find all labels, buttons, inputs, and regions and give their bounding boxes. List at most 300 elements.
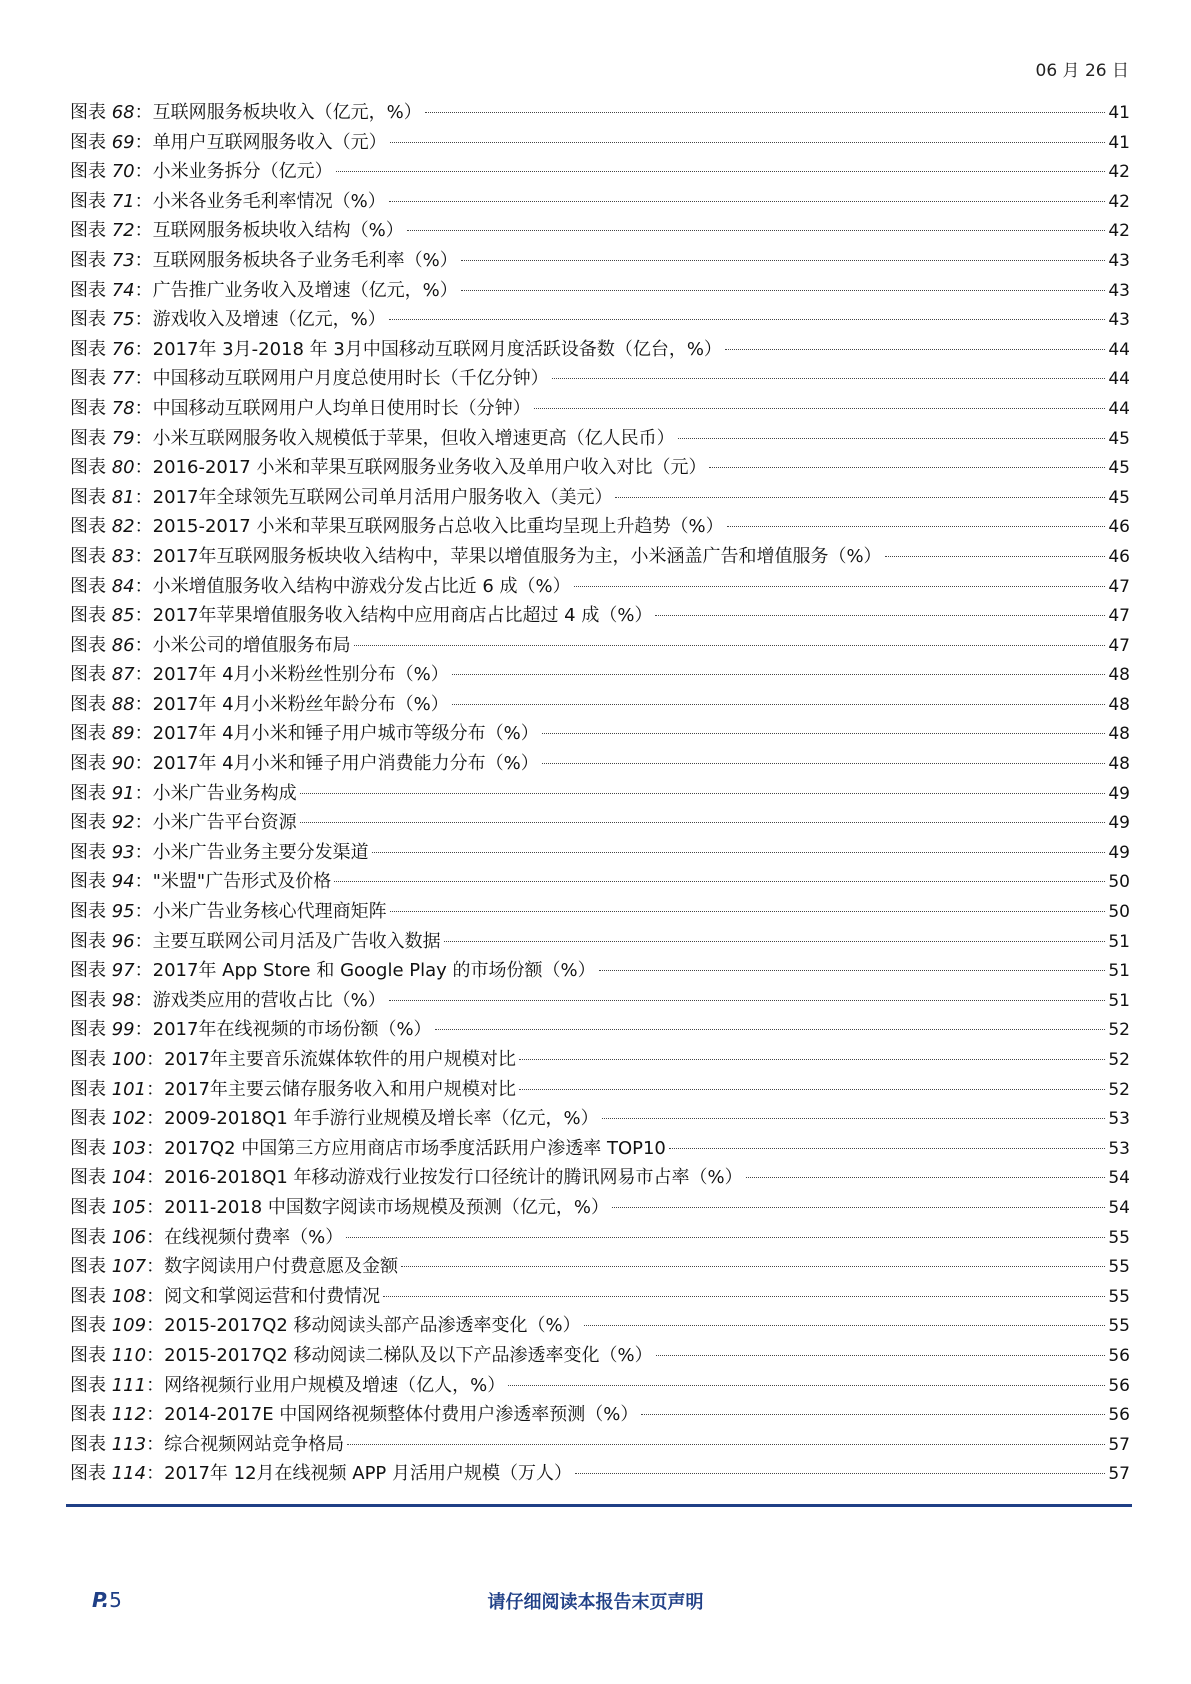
figure-label: 图表 105： xyxy=(70,1196,165,1218)
figure-label: 图表 75： xyxy=(70,309,153,331)
figure-label-word: 图表 xyxy=(70,1344,106,1366)
figure-number: 111 xyxy=(111,1374,147,1396)
toc-entry[interactable] xyxy=(70,483,1130,513)
figure-page-number: 50 xyxy=(1108,872,1130,893)
dot-leader xyxy=(461,290,1106,291)
toc-entry[interactable] xyxy=(70,424,1130,454)
toc-entry[interactable] xyxy=(70,128,1130,158)
disclaimer-note: 请仔细阅读本报告末页声明 xyxy=(487,1592,704,1613)
figure-number: 79 xyxy=(111,427,135,449)
toc-entry[interactable] xyxy=(70,1430,1130,1460)
figure-label: 图表 69： xyxy=(70,131,153,153)
figure-label: 图表 90： xyxy=(70,753,153,775)
dot-leader xyxy=(300,793,1106,794)
toc-entry[interactable] xyxy=(70,838,1130,868)
figure-number: 100 xyxy=(111,1049,147,1070)
figure-page-number: 55 xyxy=(1108,1286,1130,1307)
figure-label: 图表 92： xyxy=(70,812,153,834)
figure-label-word: 图表 xyxy=(70,1137,106,1159)
dot-leader xyxy=(390,142,1106,143)
dot-leader xyxy=(372,852,1106,853)
figure-title: 2014-2017E 中国网络视频整体付费用户渗透率预测（%） xyxy=(164,1404,639,1426)
figure-label: 图表 68： xyxy=(70,102,153,123)
figure-label: 图表 95： xyxy=(70,901,153,923)
figure-label-word: 图表 xyxy=(70,1285,106,1307)
figure-title: 互联网服务板块各子业务毛利率（%） xyxy=(152,249,458,271)
figure-title: 互联网服务板块收入（亿元，%） xyxy=(152,102,422,123)
figure-label-word: 图表 xyxy=(70,1256,106,1278)
figure-label: 图表 74： xyxy=(70,279,153,301)
dot-leader xyxy=(452,674,1106,675)
figure-title: 2009-2018Q1 年手游行业规模及增长率（亿元，%） xyxy=(164,1108,599,1130)
figure-label: 图表 88： xyxy=(70,693,153,715)
figure-label: 图表 97： xyxy=(70,960,153,982)
figure-page-number: 54 xyxy=(1108,1197,1130,1218)
figure-label-word: 图表 xyxy=(70,457,106,479)
figure-number: 97 xyxy=(111,960,135,982)
figure-title: 互联网服务板块收入结构（%） xyxy=(152,220,404,242)
dot-leader xyxy=(425,112,1106,113)
toc-entry[interactable] xyxy=(70,808,1130,838)
dot-leader xyxy=(389,319,1106,320)
figure-label: 图表 77： xyxy=(70,368,153,390)
figure-number: 84 xyxy=(111,575,135,597)
figure-number: 77 xyxy=(111,368,135,390)
figure-number: 94 xyxy=(111,871,135,893)
dot-leader xyxy=(435,1029,1106,1030)
figure-title: 2017年在线视频的市场份额（%） xyxy=(152,1019,432,1041)
toc-entry[interactable] xyxy=(70,1371,1130,1401)
figure-number: 76 xyxy=(111,338,135,360)
figure-number: 112 xyxy=(111,1404,147,1426)
figure-page-number: 53 xyxy=(1108,1138,1130,1159)
dot-leader xyxy=(725,349,1105,350)
figure-label: 图表 86： xyxy=(70,634,153,656)
figure-number: 75 xyxy=(111,309,135,331)
figure-page-number: 51 xyxy=(1108,931,1130,952)
figure-number: 78 xyxy=(111,397,135,419)
figure-page-number: 53 xyxy=(1108,1109,1130,1130)
figure-page-number: 48 xyxy=(1108,694,1130,715)
figure-page-number: 44 xyxy=(1108,369,1130,390)
figure-title: 2017年 App Store 和 Google Play 的市场份额（%） xyxy=(152,960,596,982)
figure-number: 92 xyxy=(111,812,135,834)
figure-number: 82 xyxy=(111,516,135,538)
figure-label-word: 图表 xyxy=(70,664,106,686)
figure-label: 图表 109： xyxy=(70,1315,165,1337)
figure-number: 80 xyxy=(111,457,135,479)
figure-title: 小米各业务毛利率情况（%） xyxy=(152,190,386,212)
figure-label-word: 图表 xyxy=(70,161,106,183)
toc-entry[interactable] xyxy=(70,1400,1130,1430)
figure-label: 图表 72： xyxy=(70,220,153,242)
figure-label: 图表 79： xyxy=(70,427,153,449)
footer-divider xyxy=(66,1504,1132,1507)
figure-number: 85 xyxy=(111,605,135,627)
dot-leader xyxy=(678,438,1106,439)
figure-page-number: 44 xyxy=(1108,398,1130,419)
toc-entry[interactable] xyxy=(70,1223,1130,1253)
figure-page-number: 55 xyxy=(1108,1316,1130,1337)
figure-title: 小米广告平台资源 xyxy=(152,812,297,834)
figure-label-word: 图表 xyxy=(70,279,106,301)
figure-label-word: 图表 xyxy=(70,1226,106,1248)
dot-leader xyxy=(336,171,1106,172)
toc-entry[interactable] xyxy=(70,1459,1130,1489)
figure-page-number: 42 xyxy=(1108,162,1130,183)
figure-label: 图表 93： xyxy=(70,841,153,863)
figure-title: 2017年互联网服务板块收入结构中，苹果以增值服务为主，小米涵盖广告和增值服务（%） xyxy=(152,545,882,567)
figure-number: 105 xyxy=(111,1196,147,1218)
toc-entry[interactable] xyxy=(70,305,1130,335)
figure-label-word: 图表 xyxy=(70,486,106,508)
figure-number: 110 xyxy=(111,1344,147,1366)
figure-page-number: 48 xyxy=(1108,665,1130,686)
dot-leader xyxy=(383,1296,1105,1297)
toc-entry[interactable] xyxy=(70,897,1130,927)
figure-label: 图表 100： xyxy=(70,1049,165,1070)
figure-label: 图表 73： xyxy=(70,249,153,271)
figure-page-number: 55 xyxy=(1108,1227,1130,1248)
dot-leader xyxy=(300,822,1106,823)
dot-leader xyxy=(574,586,1106,587)
toc-entry[interactable] xyxy=(70,1193,1130,1223)
figure-label-word: 图表 xyxy=(70,427,106,449)
figure-label-word: 图表 xyxy=(70,901,106,923)
figure-number: 95 xyxy=(111,901,135,923)
figure-label: 图表 114： xyxy=(70,1463,165,1485)
figure-page-number: 52 xyxy=(1108,1050,1130,1070)
figure-label-word: 图表 xyxy=(70,397,106,419)
figure-label: 图表 107： xyxy=(70,1256,165,1278)
figure-label-word: 图表 xyxy=(70,575,106,597)
toc-entry[interactable] xyxy=(70,542,1130,572)
figure-title: 小米业务拆分（亿元） xyxy=(152,161,333,183)
figure-page-number: 49 xyxy=(1108,783,1130,804)
dot-leader xyxy=(599,970,1106,971)
figure-label-word: 图表 xyxy=(70,634,106,656)
figure-number: 99 xyxy=(111,1019,135,1041)
figure-label-word: 图表 xyxy=(70,1463,106,1485)
toc-entry[interactable] xyxy=(70,216,1130,246)
figure-label-word: 图表 xyxy=(70,1433,106,1455)
figure-page-number: 57 xyxy=(1108,1434,1130,1455)
figure-label-word: 图表 xyxy=(70,368,106,390)
figure-page-number: 56 xyxy=(1108,1375,1130,1396)
figure-label-word: 图表 xyxy=(70,249,106,271)
figure-label-word: 图表 xyxy=(70,131,106,153)
figure-title: 主要互联网公司月活及广告收入数据 xyxy=(152,930,441,952)
figure-page-number: 47 xyxy=(1108,576,1130,597)
figure-number: 72 xyxy=(111,220,135,242)
figure-number: 83 xyxy=(111,545,135,567)
figure-title: 网络视频行业用户规模及增速（亿人，%） xyxy=(164,1374,506,1396)
figure-label-word: 图表 xyxy=(70,545,106,567)
figure-label: 图表 108： xyxy=(70,1285,165,1307)
figure-number: 114 xyxy=(111,1463,147,1485)
figure-label-word: 图表 xyxy=(70,723,106,745)
figure-label: 图表 85： xyxy=(70,605,153,627)
dot-leader xyxy=(452,704,1106,705)
dot-leader xyxy=(709,467,1105,468)
figure-label: 图表 78： xyxy=(70,397,153,419)
figure-number: 108 xyxy=(111,1285,147,1307)
toc-entry[interactable] xyxy=(70,690,1130,720)
toc-entry[interactable] xyxy=(70,187,1130,217)
figure-page-number: 46 xyxy=(1108,546,1130,567)
dot-leader xyxy=(584,1325,1106,1326)
figure-label: 图表 70： xyxy=(70,161,153,183)
figure-title: 2017年 4月小米和锤子用户消费能力分布（%） xyxy=(152,753,539,775)
figure-number: 96 xyxy=(111,930,135,952)
dot-leader xyxy=(346,1237,1105,1238)
figure-label: 图表 98： xyxy=(70,989,153,1011)
figure-page-number: 54 xyxy=(1108,1168,1130,1189)
figure-number: 68 xyxy=(111,102,135,123)
figure-number: 91 xyxy=(111,782,135,804)
figure-title: 2015-2017Q2 移动阅读头部产品渗透率变化（%） xyxy=(164,1315,581,1337)
figure-page-number: 47 xyxy=(1108,606,1130,627)
toc-entry[interactable] xyxy=(70,631,1130,661)
toc-entry[interactable] xyxy=(70,1134,1130,1164)
figure-page-number: 56 xyxy=(1108,1345,1130,1366)
figure-number: 113 xyxy=(111,1433,147,1455)
figure-title: 广告推广业务收入及增速（亿元，%） xyxy=(152,279,458,301)
figure-number: 69 xyxy=(111,131,135,153)
toc-entry[interactable] xyxy=(70,1015,1130,1045)
figure-label: 图表 94： xyxy=(70,871,153,893)
figure-title: 2017年主要音乐流媒体软件的用户规模对比 xyxy=(164,1049,516,1070)
figure-page-number: 42 xyxy=(1108,191,1130,212)
dot-leader xyxy=(401,1266,1105,1267)
figure-number: 70 xyxy=(111,161,135,183)
figure-number: 73 xyxy=(111,249,135,271)
figure-number: 71 xyxy=(111,190,135,212)
dot-leader xyxy=(885,556,1106,557)
figure-page-number: 57 xyxy=(1108,1464,1130,1485)
figure-number: 103 xyxy=(111,1137,147,1159)
figure-label-word: 图表 xyxy=(70,102,106,123)
figure-label-word: 图表 xyxy=(70,1167,106,1189)
figure-number: 101 xyxy=(111,1078,147,1100)
figure-label: 图表 101： xyxy=(70,1078,165,1100)
dot-leader xyxy=(602,1118,1106,1119)
figure-number: 102 xyxy=(111,1108,147,1130)
figure-title: 2017年主要云储存服务收入和用户规模对比 xyxy=(164,1078,516,1100)
figure-page-number: 45 xyxy=(1108,458,1130,479)
toc-entry[interactable] xyxy=(70,719,1130,749)
dot-leader xyxy=(444,941,1106,942)
figure-page-number: 49 xyxy=(1108,813,1130,834)
toc-entry[interactable] xyxy=(70,1104,1130,1134)
figure-title: "米盟"广告形式及价格 xyxy=(152,871,332,893)
figure-label-word: 图表 xyxy=(70,190,106,212)
toc-entry[interactable] xyxy=(70,512,1130,542)
figure-page-number: 41 xyxy=(1108,132,1130,153)
dot-leader xyxy=(669,1148,1105,1149)
figure-number: 87 xyxy=(111,664,135,686)
figure-title: 小米广告业务核心代理商矩阵 xyxy=(152,901,387,923)
figure-title: 2016-2018Q1 年移动游戏行业按发行口径统计的腾讯网易市占率（%） xyxy=(164,1167,743,1189)
figure-label: 图表 89： xyxy=(70,723,153,745)
figure-label: 图表 83： xyxy=(70,545,153,567)
figure-number: 81 xyxy=(111,486,135,508)
figure-label-word: 图表 xyxy=(70,1049,106,1070)
toc-entry[interactable] xyxy=(70,1045,1130,1075)
figure-title: 2017Q2 中国第三方应用商店市场季度活跃用户渗透率 TOP10 xyxy=(164,1137,666,1159)
toc-entry[interactable] xyxy=(70,453,1130,483)
dot-leader xyxy=(334,881,1105,882)
toc-entry[interactable] xyxy=(70,98,1130,128)
figure-page-number: 43 xyxy=(1108,280,1130,301)
figure-label: 图表 80： xyxy=(70,457,153,479)
figure-title: 2015-2017Q2 移动阅读二梯队及以下产品渗透率变化（%） xyxy=(164,1344,653,1366)
page-number-value: 5 xyxy=(109,1588,122,1612)
figure-label: 图表 91： xyxy=(70,782,153,804)
figure-page-number: 43 xyxy=(1108,250,1130,271)
toc-entry[interactable] xyxy=(70,867,1130,897)
dot-leader xyxy=(389,1000,1106,1001)
dot-leader xyxy=(519,1059,1105,1060)
figure-number: 109 xyxy=(111,1315,147,1337)
dot-leader xyxy=(542,733,1106,734)
figure-title: 2011-2018 中国数字阅读市场规模及预测（亿元，%） xyxy=(164,1196,610,1218)
figure-page-number: 56 xyxy=(1108,1405,1130,1426)
figure-number: 89 xyxy=(111,723,135,745)
toc-entry[interactable] xyxy=(70,1311,1130,1341)
dot-leader xyxy=(746,1177,1106,1178)
figure-label: 图表 113： xyxy=(70,1433,165,1455)
figure-number: 98 xyxy=(111,989,135,1011)
figure-title: 2017年 4月小米粉丝年龄分布（%） xyxy=(152,693,449,715)
report-date: 06 月 26 日 xyxy=(1035,61,1129,81)
figure-label-word: 图表 xyxy=(70,1078,106,1100)
toc-entry[interactable] xyxy=(70,927,1130,957)
dot-leader xyxy=(615,497,1105,498)
figure-label-word: 图表 xyxy=(70,812,106,834)
figure-title: 小米广告业务构成 xyxy=(152,782,297,804)
figure-title: 2017年苹果增值服务收入结构中应用商店占比超过 4 成（%） xyxy=(152,605,653,627)
figure-page-number: 55 xyxy=(1108,1257,1130,1278)
figure-label: 图表 99： xyxy=(70,1019,153,1041)
figure-label: 图表 96： xyxy=(70,930,153,952)
toc-entry[interactable] xyxy=(70,572,1130,602)
figure-label-word: 图表 xyxy=(70,782,106,804)
toc-entry[interactable] xyxy=(70,601,1130,631)
dot-leader xyxy=(347,1444,1105,1445)
toc-entry[interactable] xyxy=(70,1075,1130,1105)
figure-number: 93 xyxy=(111,841,135,863)
figure-label-word: 图表 xyxy=(70,1108,106,1130)
toc-entry[interactable] xyxy=(70,660,1130,690)
page-number-prefix: P. xyxy=(92,1588,110,1612)
dot-leader xyxy=(461,260,1106,261)
toc-entry[interactable] xyxy=(70,986,1130,1016)
dot-leader xyxy=(727,526,1106,527)
toc-entry[interactable] xyxy=(70,956,1130,986)
toc-entry[interactable] xyxy=(70,276,1130,306)
figure-title: 中国移动互联网用户人均单日使用时长（分钟） xyxy=(152,397,531,419)
dot-leader xyxy=(542,763,1106,764)
figure-title: 小米公司的增值服务布局 xyxy=(152,634,351,656)
figure-page-number: 41 xyxy=(1108,103,1130,123)
figure-label: 图表 81： xyxy=(70,486,153,508)
figure-title: 小米广告业务主要分发渠道 xyxy=(152,841,369,863)
figure-title: 游戏收入及增速（亿元，%） xyxy=(152,309,386,331)
toc-entry[interactable] xyxy=(70,335,1130,365)
figure-label: 图表 106： xyxy=(70,1226,165,1248)
figure-page-number: 48 xyxy=(1108,754,1130,775)
toc-entry[interactable] xyxy=(70,157,1130,187)
toc-entry[interactable] xyxy=(70,1252,1130,1282)
toc-entry[interactable] xyxy=(70,364,1130,394)
figure-label: 图表 111： xyxy=(70,1374,165,1396)
figure-title: 2017年全球领先互联网公司单月活用户服务收入（美元） xyxy=(152,486,613,508)
dot-leader xyxy=(519,1089,1105,1090)
figure-label-word: 图表 xyxy=(70,841,106,863)
figure-page-number: 49 xyxy=(1108,842,1130,863)
figure-page-number: 52 xyxy=(1108,1079,1130,1100)
toc-entry[interactable] xyxy=(70,394,1130,424)
figure-label: 图表 102： xyxy=(70,1108,165,1130)
figure-title: 小米互联网服务收入规模低于苹果，但收入增速更高（亿人民币） xyxy=(152,427,675,449)
figure-number: 88 xyxy=(111,693,135,715)
figure-title: 中国移动互联网用户月度总使用时长（千亿分钟） xyxy=(152,368,549,390)
figure-label-word: 图表 xyxy=(70,309,106,331)
figure-label: 图表 82： xyxy=(70,516,153,538)
figure-number: 104 xyxy=(111,1167,147,1189)
figure-title: 游戏类应用的营收占比（%） xyxy=(152,989,386,1011)
figure-number: 106 xyxy=(111,1226,147,1248)
figure-page-number: 44 xyxy=(1108,339,1130,360)
figure-label-word: 图表 xyxy=(70,1315,106,1337)
toc-entry[interactable] xyxy=(70,1341,1130,1371)
figure-title: 2017年 3月-2018 年 3月中国移动互联网月度活跃设备数（亿台，%） xyxy=(152,338,722,360)
figure-page-number: 48 xyxy=(1108,724,1130,745)
figure-label-word: 图表 xyxy=(70,1374,106,1396)
figure-label-word: 图表 xyxy=(70,693,106,715)
figure-page-number: 47 xyxy=(1108,635,1130,656)
toc-entry[interactable] xyxy=(70,779,1130,809)
figure-title: 2017年 12月在线视频 APP 月活用户规模（万人） xyxy=(164,1463,572,1485)
figure-label: 图表 110： xyxy=(70,1344,165,1366)
figure-title: 在线视频付费率（%） xyxy=(164,1226,344,1248)
figure-title: 数字阅读用户付费意愿及金额 xyxy=(164,1256,399,1278)
figure-number: 107 xyxy=(111,1256,147,1278)
toc-entry[interactable] xyxy=(70,1163,1130,1193)
figure-label-word: 图表 xyxy=(70,1404,106,1426)
figure-label: 图表 104： xyxy=(70,1167,165,1189)
dot-leader xyxy=(656,1355,1106,1356)
dot-leader xyxy=(508,1385,1105,1386)
dot-leader xyxy=(354,645,1106,646)
figure-label-word: 图表 xyxy=(70,960,106,982)
figure-label-word: 图表 xyxy=(70,753,106,775)
figure-page-number: 50 xyxy=(1108,902,1130,923)
figure-label: 图表 103： xyxy=(70,1137,165,1159)
figure-page-number: 45 xyxy=(1108,428,1130,449)
figure-title: 2017年 4月小米和锤子用户城市等级分布（%） xyxy=(152,723,539,745)
dot-leader xyxy=(575,1473,1105,1474)
dot-leader xyxy=(390,911,1106,912)
dot-leader xyxy=(612,1207,1105,1208)
figure-page-number: 51 xyxy=(1108,990,1130,1011)
toc-entry[interactable] xyxy=(70,749,1130,779)
figure-label-word: 图表 xyxy=(70,930,106,952)
figure-label-word: 图表 xyxy=(70,1019,106,1041)
toc-entry[interactable] xyxy=(70,1282,1130,1312)
toc-entry[interactable] xyxy=(70,246,1130,276)
